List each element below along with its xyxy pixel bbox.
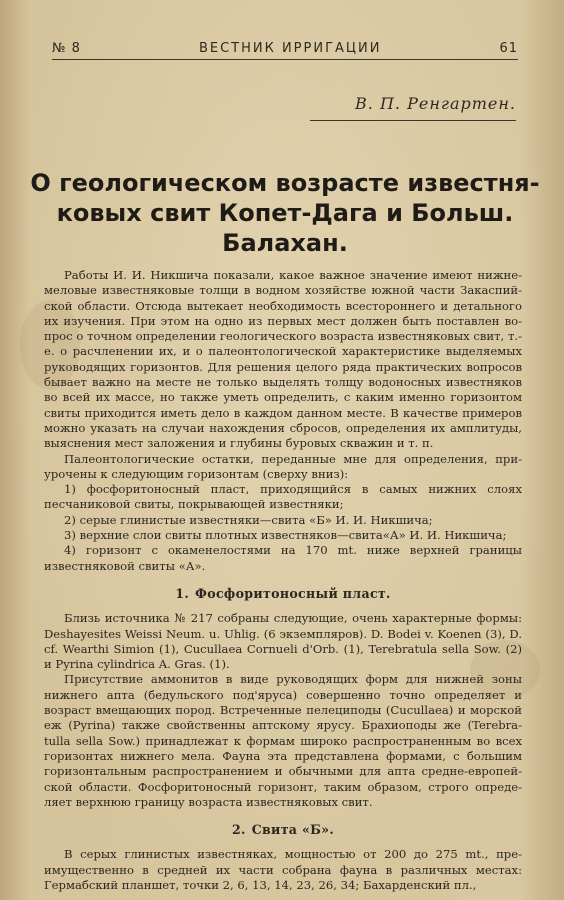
article-title xyxy=(30,168,540,258)
issue-number: № 8 xyxy=(52,41,81,56)
section-heading xyxy=(44,586,522,601)
horizon-item: 4) горизонт с окаменелостями на 170 mt. ниже верхней границы известняковой свиты «А». xyxy=(44,543,522,573)
title-line: ковых свит Копет-Дага и Больш. xyxy=(56,199,514,227)
section-title: Фосфоритоносный пласт. xyxy=(195,585,391,601)
section-paragraph: Близь источника № 217 собраны следующие, очень характерные формы: Deshayesites Weissi Neum. u. Uhlig. (6 экземпляров). D. Bodei v. Koenen (3), D. cf. Wearthi Simion (1), Cucullaea Cornueli d'Orb. (1), Terebratula sella Sow. (2) и Pyrina cylindrica A. Gras. (1). xyxy=(44,611,522,672)
author-name: В. П. Ренгартен. xyxy=(355,94,516,113)
intro-paragraph: Работы И. И. Никшича показали, какое важное значение имеют нижне-меловые известняковые толщи в водном хозяйстве южной части Закаспий-ской области. Отсюда вытекает необходимость всестороннего и детального их изучения. При этом на одно из первых мест должен быть поставлен во-прос о точном определении геологического возраста известняковых свит, т.-е. о расчленении их, и о палеонтологической характеристике выделяемых руководящих горизонтов. Для решения целого ряда практических вопросов бывает важно на месте не только выделять толщу водоносных известняков во всей их массе, но также уметь определить, с каким именно горизонтом свиты приходится иметь дело в каждом данном месте. В качестве примеров можно указать на случаи нахождения сбросов, определения их амплитуды, выяснения мест заложения и глубины буровых скважин и т. п. xyxy=(44,268,522,451)
article-body xyxy=(44,268,522,893)
section-paragraph: Присутствие аммонитов в виде руководящих форм для нижней зоны нижнего апта (бедульского под'яруса) совершенно точно определяет и возраст вмещающих пород. Встреченные пелециподы (Cucullaea) и морской еж (Pyrina) также свойственны аптскому ярусу. Брахиоподы же (Terebra-tulla sella Sow.) принадлежат к формам широко распространенным во всех горизонтах нижнего мела. Фауна эта представлена формами, с большим горизонтальным распространением и обычными для апта средне-европей-ской области. Фосфоритоносный горизонт, таким образом, строго опреде-ляет верхнюю границу возраста известняковых свит. xyxy=(44,672,522,809)
title-line: Балахан. xyxy=(222,229,348,257)
intro-paragraph: Палеонтологические остатки, переданные мне для определения, при-урочены к следующим горизонтам (сверху вниз): xyxy=(44,451,522,481)
title-line: О геологическом возрасте известня- xyxy=(30,169,540,197)
running-header xyxy=(52,36,518,60)
section-paragraph: В серых глинистых известняках, мощностью от 200 до 275 mt., пре-имущественно в средней их части собрана фауна в различных местах: Гермабский планшет, точки 2, 6, 13, 14, 23, 26, 34; Бахарденский пл., xyxy=(44,847,522,892)
author-rule xyxy=(310,120,516,121)
horizon-item: 3) верхние слои свиты плотных известняков—свита«А» И. И. Никшича; xyxy=(64,528,507,543)
horizon-item: 2) серые глинистые известняки—свита «Б» И. И. Никшича; xyxy=(64,512,433,527)
section-title: Свита «Б». xyxy=(251,822,335,838)
section-number: 1. xyxy=(175,585,190,601)
journal-name: ВЕСТНИК ИРРИГАЦИИ xyxy=(198,41,382,56)
section-number: 2. xyxy=(231,822,246,838)
page-number: 61 xyxy=(499,41,518,56)
section-heading xyxy=(44,822,522,837)
horizon-item: 1) фосфоритоносный пласт, приходящийся в самых нижних слоях песчаниковой свиты, покрывающей известняки; xyxy=(44,482,522,512)
